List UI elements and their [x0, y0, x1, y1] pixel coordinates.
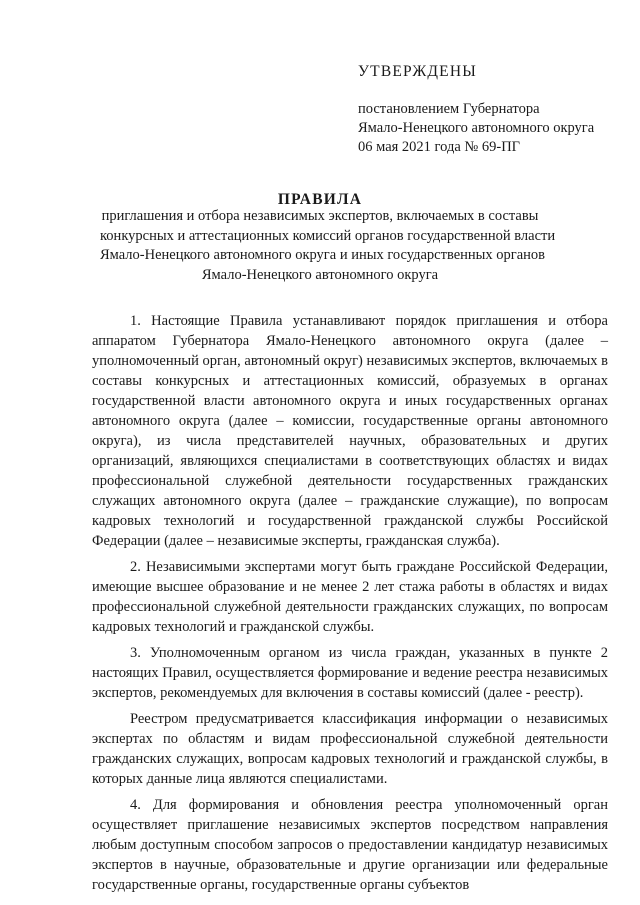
subtitle-line: Ямало-Ненецкого автономного округа	[201, 266, 439, 283]
subtitle-line: Ямало-Ненецкого автономного округа и иных государственных органов	[100, 247, 546, 263]
paragraph-4: 4. Для формирования и обновления реестра уполномоченный орган осуществляет приглашение независимых экспертов посредством направления любым доступным способом запросов о предоставлении кандидатур независимых экспертов в научные, образовательные и другие организации или федеральные государственные органы, государственные органы субъектов	[92, 797, 608, 893]
paragraph-1: 1. Настоящие Правила устанавливают порядок приглашения и отбора аппаратом Губернатора Ямало-Ненецкого автономного округа (далее – уполномоченный орган, автономный округ) независимых экспертов, включаемых в составы конкурсных и аттестационных комиссий, образуемых в органах государственной власти автономного округа и иных государственных органах автономного округа (далее – комиссии, государственные органы автономного округа), из числа представителей научных, образовательных и других организаций, являющихся специалистами в соответствующих областях и видах профессиональной служебной деятельности государственных гражданских служащих автономного округа (далее – гражданские служащие), по вопросам кадровых технологий и государственной гражданской службы Российской Федерации (далее – независимые эксперты, гражданская служба).	[92, 313, 608, 549]
approval-block	[358, 62, 618, 157]
subtitle-line: конкурсных и аттестационных комиссий органов государственной власти	[100, 227, 556, 244]
subtitle-line: приглашения и отбора независимых экспертов, включаемых в составы	[101, 208, 539, 224]
document-subtitle	[100, 207, 556, 285]
paragraph-3: 3. Уполномоченным органом из числа граждан, указанных в пункте 2 настоящих Правил, осуществляется формирование и ведение реестра независимых экспертов, рекомендуемых для включения в составы комиссий (далее - реестр).	[92, 645, 608, 701]
paragraph-2: 2. Независимыми экспертами могут быть граждане Российской Федерации, имеющие высшее образование и не менее 2 лет стажа работы в областях и видах профессиональной служебной деятельности гражданских служащих, по вопросам кадровых технологий и гражданской службы.	[92, 559, 608, 635]
document-body	[92, 311, 608, 901]
paragraph-3-registry: Реестром предусматривается классификация информации о независимых экспертах по областям и видам профессиональной служебной деятельности гражданских служащих, вопросам кадровых технологий и гражданской службы, в которых данные лица являются специалистами.	[92, 711, 608, 787]
approval-line: постановлением Губернатора	[358, 101, 540, 117]
document-title: ПРАВИЛА	[277, 191, 363, 208]
approval-date-line: 06 мая 2021 года № 69-ПГ	[358, 139, 521, 155]
approval-heading: УТВЕРЖДЕНЫ	[358, 63, 477, 80]
approval-line: Ямало-Ненецкого автономного округа	[358, 120, 595, 136]
